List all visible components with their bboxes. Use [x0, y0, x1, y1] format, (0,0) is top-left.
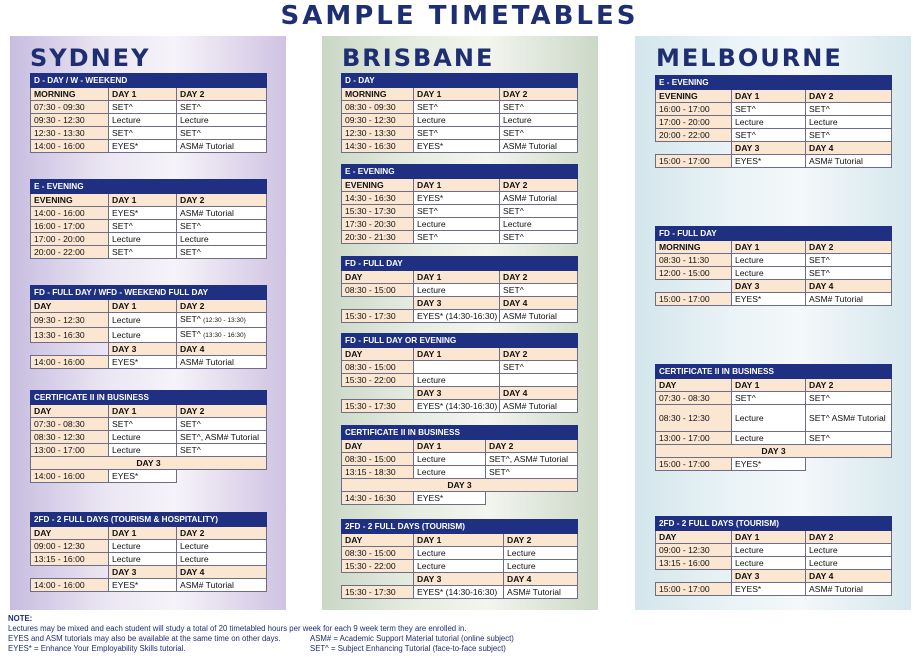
table-title: CERTIFICATE II IN BUSINESS — [342, 426, 578, 440]
table-row: 09:30 - 12:30 Lecture SET^ (12:30 - 13:30) — [31, 313, 267, 328]
table-title: E - EVENING — [656, 76, 892, 90]
table-row: 15:30 - 22:00 Lecture Lecture — [342, 560, 578, 573]
header-cell: DAY 2 — [500, 179, 578, 192]
table-row: 14:00 - 16:00 EYES* — [31, 470, 267, 483]
header-cell: MORNING — [656, 241, 732, 254]
table-row: 13:30 - 16:30 Lecture SET^ (13:30 - 16:30) — [31, 328, 267, 343]
city-title-melbourne: MELBOURNE — [656, 44, 843, 72]
header-cell: MORNING — [31, 88, 109, 101]
table-row: 09:00 - 12:30 Lecture Lecture — [31, 540, 267, 553]
brisbane-full-day-or-evening-table: FD - FULL DAY OR EVENING DAY DAY 1 DAY 2 08:30 - 15:00 SET^ 15:30 - 22:00 Lecture DAY 3 DAY 4 15:30 - 17:30 EYES* (14:30-16:30) ASM# Tutorial — [341, 333, 578, 413]
header-cell: DAY — [342, 440, 414, 453]
header-cell: DAY 1 — [732, 90, 806, 103]
brisbane-full-day-table: FD - FULL DAY DAY DAY 1 DAY 2 08:30 - 15:00 Lecture SET^ DAY 3 DAY 4 15:30 - 17:30 EYES* (14:30-16:30) ASM# Tutorial — [341, 256, 578, 323]
header-cell: DAY 1 — [109, 88, 177, 101]
header-cell: DAY — [342, 271, 414, 284]
header-cell: DAY 2 — [500, 348, 578, 361]
table-title: FD - FULL DAY OR EVENING — [342, 334, 578, 348]
table-row: 08:30 - 15:00 Lecture SET^ — [342, 284, 578, 297]
header-cell: DAY 2 — [806, 90, 892, 103]
header-cell: DAY — [31, 405, 109, 418]
table-title: E - EVENING — [342, 165, 578, 179]
header-cell: DAY 2 — [177, 194, 267, 207]
sydney-day-weekend-table — [30, 73, 267, 153]
table-title: 2FD - 2 FULL DAYS (TOURISM & HOSPITALITY) — [31, 513, 267, 527]
note-line-1: Lectures may be mixed and each student will study a total of 20 timetabled hours per week for each 9 week term they are enrolled in. — [8, 624, 467, 633]
table-row: 09:30 - 12:30 Lecture Lecture — [31, 114, 267, 127]
table-row: 14:00 - 16:00 EYES* ASM# Tutorial — [31, 356, 267, 369]
melbourne-two-full-days-table: 2FD - 2 FULL DAYS (TOURISM) DAY DAY 1 DAY 2 09:00 - 12:30 Lecture Lecture 13:15 - 16:00 Lecture Lecture DAY 3 DAY 4 15:00 - 17:00 EYES* ASM# Tutorial — [655, 516, 892, 596]
table-title: FD - FULL DAY — [342, 257, 578, 271]
header-cell: DAY 1 — [414, 440, 486, 453]
header-cell: MORNING — [342, 88, 414, 101]
header-cell: DAY 1 — [109, 527, 177, 540]
melbourne-full-day-table: FD - FULL DAY MORNING DAY 1 DAY 2 08:30 - 11:30 Lecture SET^ 12:00 - 15:00 Lecture SET^ DAY 3 DAY 4 15:00 - 17:00 EYES* ASM# Tutorial — [655, 226, 892, 306]
table-row: 17:00 - 20:00 Lecture Lecture — [656, 116, 892, 129]
sydney-evening-table — [30, 179, 267, 259]
table-row: 08:30 - 12:30 Lecture SET^ ASM# Tutorial — [656, 405, 892, 432]
header-cell: DAY 2 — [177, 405, 267, 418]
table-row: 15:30 - 17:30 EYES* (14:30-16:30) ASM# Tutorial — [342, 310, 578, 323]
header-cell: DAY 1 — [414, 88, 500, 101]
header-cell: DAY 2 — [806, 531, 892, 544]
table-row: 13:00 - 17:00 Lecture SET^ — [656, 432, 892, 445]
table-row: 09:00 - 12:30 Lecture Lecture — [656, 544, 892, 557]
table-row: 15:30 - 22:00 Lecture — [342, 374, 578, 387]
table-title: FD - FULL DAY — [656, 227, 892, 241]
brisbane-certificate-table: CERTIFICATE II IN BUSINESS DAY DAY 1 DAY 2 08:30 - 15:00 Lecture SET^, ASM# Tutorial 13:15 - 18:30 Lecture SET^ DAY 3 14:30 - 16:30 EYES* — [341, 425, 578, 505]
table-row: 08:30 - 11:30 Lecture SET^ — [656, 254, 892, 267]
note-heading: NOTE: — [8, 614, 33, 623]
table-title: CERTIFICATE II IN BUSINESS — [31, 391, 267, 405]
table-row: 07:30 - 09:30 SET^ SET^ — [31, 101, 267, 114]
header-cell: DAY 2 — [806, 379, 892, 392]
table-row: 15:00 - 17:00 EYES* ASM# Tutorial — [656, 583, 892, 596]
header-cell: DAY — [31, 527, 109, 540]
table-row: 12:30 - 13:30 SET^ SET^ — [31, 127, 267, 140]
table-title: E - EVENING — [31, 180, 267, 194]
melbourne-certificate-table: CERTIFICATE II IN BUSINESS DAY DAY 1 DAY 2 07:30 - 08:30 SET^ SET^ 08:30 - 12:30 Lecture SET^ ASM# Tutorial 13:00 - 17:00 Lecture SET^ DAY 3 15:00 - 17:00 EYES* — [655, 364, 892, 471]
table-row: 14:30 - 16:30 EYES* — [342, 492, 578, 505]
table-row: 13:00 - 17:00 Lecture SET^ — [31, 444, 267, 457]
table-row: 13:15 - 18:30 Lecture SET^ — [342, 466, 578, 479]
page-title: SAMPLE TIMETABLES — [280, 1, 639, 31]
header-cell: DAY 1 — [732, 379, 806, 392]
header-cell: DAY 1 — [732, 241, 806, 254]
header-cell: DAY 2 — [177, 300, 267, 313]
note-eyes-definition: EYES* = Enhance Your Employability Skills tutorial. — [8, 644, 186, 653]
table-row: 08:30 - 12:30 Lecture SET^, ASM# Tutorial — [31, 431, 267, 444]
table-title: 2FD - 2 FULL DAYS (TOURISM) — [656, 517, 892, 531]
table-title: CERTIFICATE II IN BUSINESS — [656, 365, 892, 379]
table-row: 13:15 - 16:00 Lecture Lecture — [656, 557, 892, 570]
header-cell: DAY — [342, 534, 414, 547]
table-row: 16:00 - 17:00 SET^ SET^ — [31, 220, 267, 233]
header-cell: DAY 1 — [109, 405, 177, 418]
header-cell: DAY — [656, 531, 732, 544]
table-row: 08:30 - 15:00 SET^ — [342, 361, 578, 374]
table-row: 12:00 - 15:00 Lecture SET^ — [656, 267, 892, 280]
table-row: 15:00 - 17:00 EYES* — [656, 458, 892, 471]
table-title: FD - FULL DAY / WFD - WEEKEND FULL DAY — [31, 286, 267, 300]
header-cell: DAY — [342, 348, 414, 361]
header-cell: DAY — [31, 300, 109, 313]
table-row: 15:00 - 17:00 EYES* ASM# Tutorial — [656, 293, 892, 306]
note-line-2-text: EYES and ASM tutorials may also be available at the same time on other days. — [8, 634, 281, 643]
header-cell: DAY 1 — [414, 179, 500, 192]
table-row: 07:30 - 08:30 SET^ SET^ — [31, 418, 267, 431]
sydney-two-full-days-table: 2FD - 2 FULL DAYS (TOURISM & HOSPITALITY) DAY DAY 1 DAY 2 09:00 - 12:30 Lecture Lecture 13:15 - 16:00 Lecture Lecture DAY 3 DAY 4 14:00 - 16:00 EYES* ASM# Tutorial — [30, 512, 267, 592]
header-cell: DAY 1 — [414, 348, 500, 361]
table-row: 15:30 - 17:30 EYES* (14:30-16:30) ASM# Tutorial — [342, 400, 578, 413]
table-row: 14:00 - 16:00 EYES* ASM# Tutorial — [31, 207, 267, 220]
table-row: 14:30 - 16:30 EYES* ASM# Tutorial — [342, 140, 578, 153]
city-title-sydney: SYDNEY — [30, 44, 151, 72]
table-row: 15:30 - 17:30 SET^ SET^ — [342, 205, 578, 218]
brisbane-two-full-days-table: 2FD - 2 FULL DAYS (TOURISM) DAY DAY 1 DAY 2 08:30 - 15:00 Lecture Lecture 15:30 - 22:00 Lecture Lecture DAY 3 DAY 4 15:30 - 17:30 EYES* (14:30-16:30) ASM# Tutorial — [341, 519, 578, 599]
table-row: 12:30 - 13:30 SET^ SET^ — [342, 127, 578, 140]
table-title: D - DAY / W - WEEKEND — [31, 74, 267, 88]
sydney-certificate-table: CERTIFICATE II IN BUSINESS DAY DAY 1 DAY 2 07:30 - 08:30 SET^ SET^ 08:30 - 12:30 Lecture SET^, ASM# Tutorial 13:00 - 17:00 Lecture SET^ DAY 3 14:00 - 16:00 EYES* — [30, 390, 267, 483]
brisbane-day-table — [341, 73, 578, 153]
table-title: 2FD - 2 FULL DAYS (TOURISM) — [342, 520, 578, 534]
table-row: 14:00 - 16:00 EYES* ASM# Tutorial — [31, 140, 267, 153]
note-asm-definition: ASM# = Academic Support Material tutorial (online subject) — [310, 634, 514, 643]
table-row: 08:30 - 09:30 SET^ SET^ — [342, 101, 578, 114]
header-cell: DAY 1 — [109, 194, 177, 207]
table-row: 14:00 - 16:00 EYES* ASM# Tutorial — [31, 579, 267, 592]
header-cell: DAY 1 — [414, 534, 504, 547]
table-row: 07:30 - 08:30 SET^ SET^ — [656, 392, 892, 405]
header-cell: DAY 1 — [414, 271, 500, 284]
table-row: 09:30 - 12:30 Lecture Lecture — [342, 114, 578, 127]
city-title-brisbane: BRISBANE — [342, 44, 495, 72]
header-cell: DAY 2 — [486, 440, 578, 453]
header-cell: EVENING — [656, 90, 732, 103]
table-row: 20:30 - 21:30 SET^ SET^ — [342, 231, 578, 244]
header-cell: DAY 2 — [177, 527, 267, 540]
table-row: 20:00 - 22:00 SET^ SET^ — [31, 246, 267, 259]
table-row: 15:30 - 17:30 EYES* (14:30-16:30) ASM# Tutorial — [342, 586, 578, 599]
table-row: 13:15 - 16:00 Lecture Lecture — [31, 553, 267, 566]
table-row: 14:30 - 16:30 EYES* ASM# Tutorial — [342, 192, 578, 205]
table-row: 08:30 - 15:00 Lecture Lecture — [342, 547, 578, 560]
table-row: 08:30 - 15:00 Lecture SET^, ASM# Tutorial — [342, 453, 578, 466]
note-set-definition: SET^ = Subject Enhancing Tutorial (face-to-face subject) — [310, 644, 506, 653]
table-row: 15:00 - 17:00 EYES* ASM# Tutorial — [656, 155, 892, 168]
table-row: 16:00 - 17:00 SET^ SET^ — [656, 103, 892, 116]
header-cell: DAY 2 — [806, 241, 892, 254]
header-cell: DAY 2 — [177, 88, 267, 101]
header-cell: DAY — [656, 379, 732, 392]
table-title: D - DAY — [342, 74, 578, 88]
header-cell: DAY 1 — [109, 300, 177, 313]
table-row: 17:30 - 20:30 Lecture Lecture — [342, 218, 578, 231]
header-cell: EVENING — [31, 194, 109, 207]
header-cell: DAY 2 — [500, 271, 578, 284]
melbourne-evening-table: E - EVENING EVENING DAY 1 DAY 2 16:00 - 17:00 SET^ SET^ 17:00 - 20:00 Lecture Lecture 20:00 - 22:00 SET^ SET^ DAY 3 DAY 4 15:00 - 17:00 EYES* ASM# Tutorial — [655, 75, 892, 168]
header-cell: DAY 2 — [500, 88, 578, 101]
table-row: 17:00 - 20:00 Lecture Lecture — [31, 233, 267, 246]
header-cell: DAY 2 — [504, 534, 578, 547]
brisbane-evening-table — [341, 164, 578, 244]
header-cell: EVENING — [342, 179, 414, 192]
header-cell: DAY 1 — [732, 531, 806, 544]
sydney-full-day-table: FD - FULL DAY / WFD - WEEKEND FULL DAY DAY DAY 1 DAY 2 09:30 - 12:30 Lecture SET^ (12:30 - 13:30) 13:30 - 16:30 Lecture SET^ (13:30 - 16:30) DAY 3 DAY 4 14:00 - 16:00 EYES* ASM# Tutorial — [30, 285, 267, 369]
table-row: 20:00 - 22:00 SET^ SET^ — [656, 129, 892, 142]
